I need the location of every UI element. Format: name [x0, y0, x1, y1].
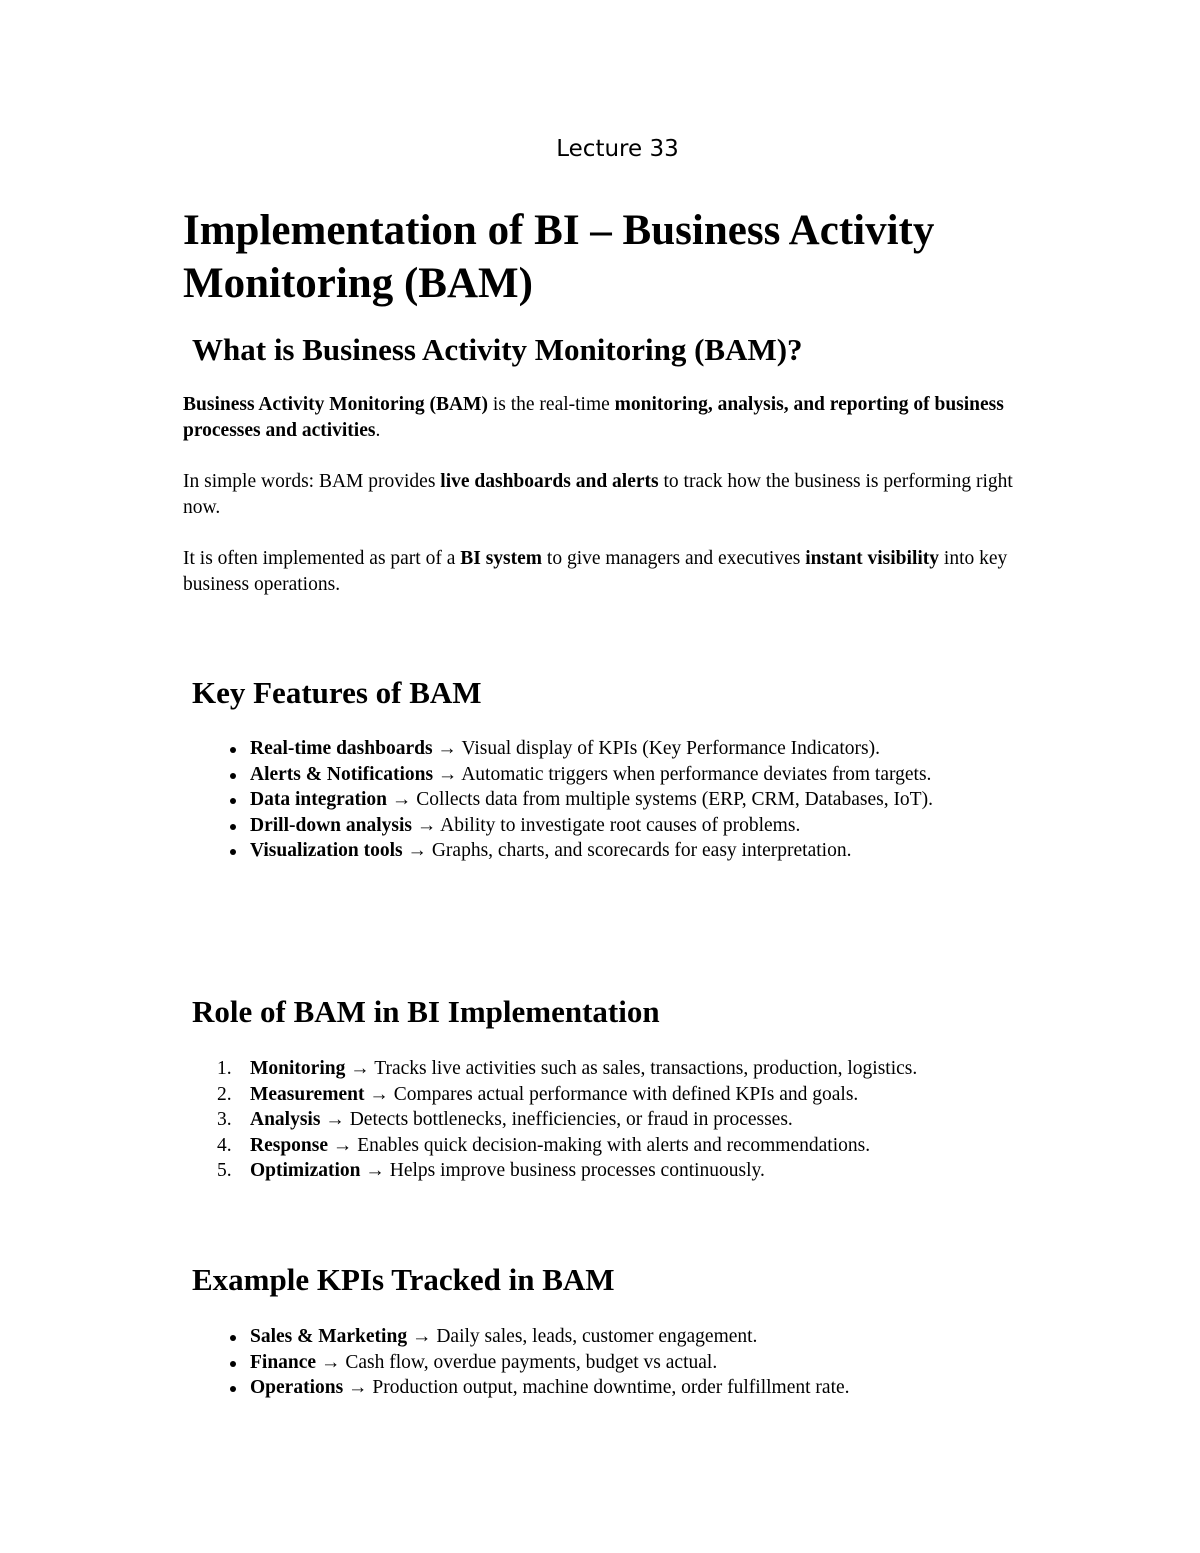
instant-visibility-emphasis: instant visibility	[805, 548, 940, 569]
simple-words-text: In simple words: BAM provides	[183, 471, 441, 492]
kpi-term: Operations	[250, 1377, 344, 1398]
bullet-icon	[230, 747, 236, 753]
what-is-bam-heading: What is Business Activity Monitoring (BAM)?	[192, 332, 803, 367]
simple-words-emphasis: live dashboards and alerts	[440, 471, 659, 492]
bi-system-end: into key business operations.	[183, 548, 1008, 595]
role-term: Optimization	[250, 1160, 361, 1181]
list-item	[183, 1158, 1003, 1184]
list-item	[183, 1082, 1003, 1108]
list-item	[183, 787, 1003, 813]
simple-words-end: to track how the business is performing right now.	[183, 471, 1013, 518]
role-term: Monitoring	[250, 1058, 346, 1079]
lecture-label: Lecture 33	[556, 136, 679, 162]
feature-text: → Graphs, charts, and scorecards for easy interpretation.	[402, 840, 852, 861]
definition-term: Business Activity Monitoring (BAM)	[183, 394, 488, 415]
bullet-icon	[230, 773, 236, 779]
list-number: 5.	[217, 1160, 232, 1181]
page-title	[183, 204, 1083, 310]
kpi-term: Finance	[250, 1351, 317, 1373]
list-item	[183, 1324, 1003, 1350]
feature-text: → Visual display of KPIs (Key Performance Indicators).	[432, 738, 880, 759]
feature-term: Alerts & Notifications	[250, 763, 434, 785]
example-kpis-heading: Example KPIs Tracked in BAM	[192, 1262, 615, 1297]
list-number: 2.	[217, 1083, 232, 1105]
role-list	[183, 1056, 1003, 1184]
list-item	[183, 1056, 1003, 1082]
bullet-icon	[230, 824, 236, 830]
definition-paragraph	[183, 392, 1033, 444]
list-item	[183, 838, 1003, 864]
role-term: Analysis	[250, 1109, 321, 1130]
list-item	[183, 813, 1003, 839]
bi-system-emphasis: BI system	[460, 548, 543, 569]
role-text: → Enables quick decision-making with alerts and recommendations.	[328, 1134, 871, 1156]
list-number: 1.	[217, 1058, 232, 1079]
feature-term: Drill-down analysis	[250, 814, 412, 836]
feature-term: Real-time dashboards	[250, 738, 433, 759]
title-line-2: Monitoring (BAM)	[183, 260, 533, 307]
definition-end: .	[375, 420, 381, 441]
list-number: 4.	[217, 1134, 232, 1156]
definition-emphasis: monitoring, analysis, and reporting of business processes and activities	[183, 394, 1004, 441]
bi-system-paragraph	[183, 546, 1033, 598]
role-heading: Role of BAM in BI Implementation	[192, 994, 660, 1029]
role-term: Response	[250, 1134, 329, 1156]
role-text: → Detects bottlenecks, inefficiencies, or fraud in processes.	[320, 1109, 793, 1130]
role-text: → Tracks live activities such as sales, transactions, production, logistics.	[345, 1058, 918, 1079]
bullet-icon	[230, 1361, 236, 1367]
kpi-text: → Cash flow, overdue payments, budget vs actual.	[316, 1351, 718, 1373]
bullet-icon	[230, 798, 236, 804]
feature-term: Data integration	[250, 789, 388, 810]
kpi-text: → Production output, machine downtime, order fulfillment rate.	[343, 1377, 850, 1398]
list-item	[183, 1375, 1003, 1401]
list-item	[183, 1350, 1003, 1376]
bullet-icon	[230, 849, 236, 855]
simple-words-paragraph	[183, 469, 1033, 521]
role-text: → Compares actual performance with defined KPIs and goals.	[364, 1083, 859, 1105]
feature-text: → Ability to investigate root causes of problems.	[412, 814, 801, 836]
list-item	[183, 1107, 1003, 1133]
key-features-list	[183, 736, 1003, 864]
definition-text: is the real-time	[487, 394, 615, 415]
feature-text: → Automatic triggers when performance deviates from targets.	[433, 763, 932, 785]
feature-text: → Collects data from multiple systems (ERP, CRM, Databases, IoT).	[387, 789, 933, 810]
kpi-text: → Daily sales, leads, customer engagement.	[407, 1326, 758, 1347]
bullet-icon	[230, 1386, 236, 1392]
role-term: Measurement	[250, 1083, 365, 1105]
list-number: 3.	[217, 1109, 232, 1130]
kpi-term: Sales & Marketing	[250, 1326, 408, 1347]
list-item	[183, 1133, 1003, 1159]
feature-term: Visualization tools	[250, 840, 403, 861]
title-line-1: Implementation of BI – Business Activity	[183, 207, 935, 254]
list-item	[183, 762, 1003, 788]
bi-system-text-2: to give managers and executives	[542, 548, 806, 569]
bi-system-text: It is often implemented as part of a	[183, 548, 461, 569]
example-kpis-list	[183, 1324, 1003, 1401]
role-text: → Helps improve business processes continuously.	[360, 1160, 765, 1181]
bullet-icon	[230, 1335, 236, 1341]
key-features-heading: Key Features of BAM	[192, 675, 482, 710]
list-item	[183, 736, 1003, 762]
